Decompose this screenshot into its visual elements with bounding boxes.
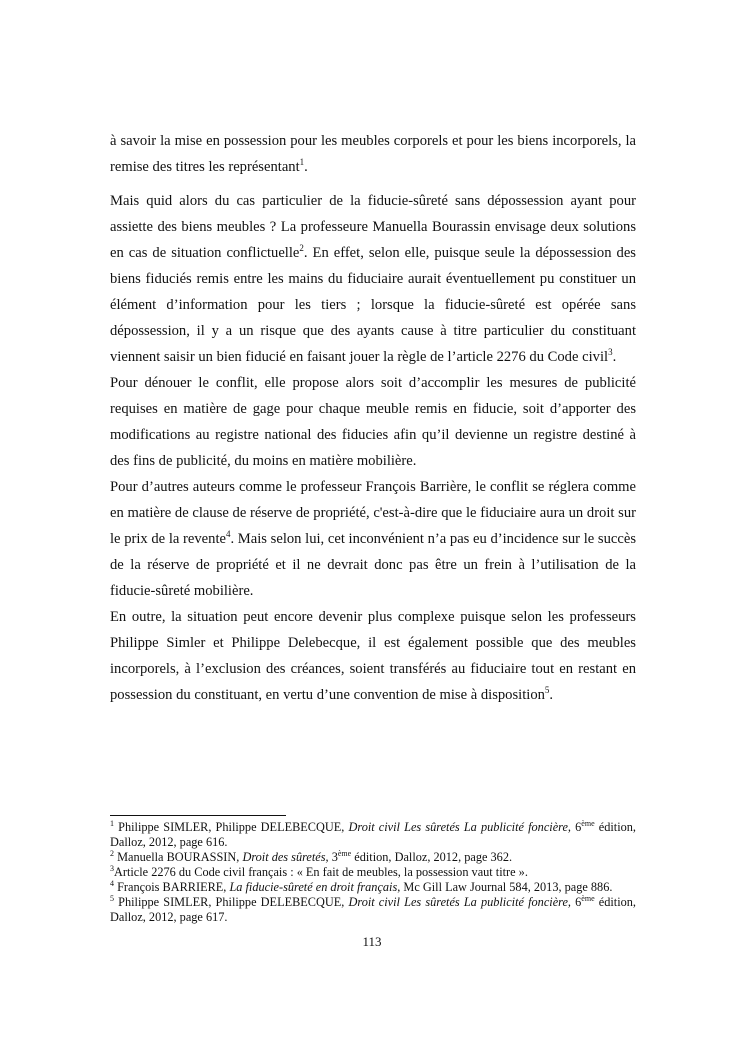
text-run: Manuella BOURASSIN, bbox=[114, 850, 243, 864]
footnote-ref: 2 bbox=[299, 243, 304, 254]
footnote bbox=[110, 865, 636, 880]
footnote-ref: 5 bbox=[544, 685, 550, 696]
text-run: 3 bbox=[328, 850, 338, 864]
paragraph bbox=[110, 474, 636, 604]
paragraph bbox=[110, 370, 636, 474]
footnote bbox=[110, 880, 636, 895]
text-run: à savoir la mise en possession pour les meubles corporels et pour les biens incorporels, la remise des titres les représentant bbox=[110, 133, 636, 175]
text-run: Pour dénouer le conflit, elle propose alors soit d’accomplir les mesures de publicité requises en matière de gage pour chaque meuble remis en fiducie, soit d’apporter des modifications au registre national des fiducies afin qu’il devienne un registre destiné à des fins de publicité, du moins en matière mobilière. bbox=[110, 375, 636, 469]
italic-title: Droit civil Les sûretés La publicité foncière, bbox=[348, 820, 572, 834]
text-run: édition, Dalloz, 2012, page 616. bbox=[110, 820, 636, 849]
footnote-number: 2 bbox=[110, 848, 114, 858]
italic-title: Droit civil Les sûretés La publicité foncière, bbox=[348, 895, 572, 909]
text-run: . bbox=[612, 349, 617, 365]
text-run: 6 bbox=[571, 820, 582, 834]
paragraph bbox=[110, 188, 636, 370]
text-run: édition, Dalloz, 2012, page 617. bbox=[110, 895, 636, 924]
text-run: . Mais selon lui, cet inconvénient n’a pas eu d’incidence sur le succès de la réserve de propriété et il ne devrait donc pas être un frein à l’utilisation de la fiducie-sûreté mobilière. bbox=[110, 531, 637, 599]
page-number: 113 bbox=[362, 934, 382, 949]
text-run: édition, Dalloz, 2012, page 362. bbox=[351, 850, 513, 864]
footnote bbox=[110, 820, 636, 850]
italic-title: Droit des sûretés, bbox=[242, 850, 329, 864]
text-run: . bbox=[549, 687, 554, 703]
paragraph bbox=[110, 128, 636, 180]
ordinal-suffix: ème bbox=[337, 848, 352, 858]
footnote-ref: 1 bbox=[299, 157, 305, 168]
footnote bbox=[110, 895, 636, 925]
body-text bbox=[110, 128, 636, 708]
footnotes bbox=[110, 820, 636, 925]
footnote-ref: 4 bbox=[225, 529, 231, 540]
italic-title: La fiducie-sûreté en droit français bbox=[229, 880, 398, 894]
footnote-number: 3 bbox=[110, 863, 114, 873]
footnote-separator bbox=[110, 815, 286, 816]
text-run: Philippe SIMLER, Philippe DELEBECQUE, bbox=[114, 820, 349, 834]
ordinal-suffix: ème bbox=[581, 893, 595, 903]
text-run: Article 2276 du Code civil français : « En fait de meubles, la possession vaut titre ». bbox=[114, 865, 528, 879]
ordinal-suffix: ème bbox=[581, 818, 595, 828]
text-run: 6 bbox=[571, 895, 582, 909]
footnote-number: 1 bbox=[110, 818, 114, 828]
text-run: . bbox=[304, 159, 308, 175]
text-run: Mais quid alors du cas particulier de la fiducie-sûreté sans dépossession ayant pour assiette des biens meubles ? La professeure Manuella Bourassin envisage deux solutions en cas de situation conflictuelle bbox=[110, 193, 636, 261]
footnote bbox=[110, 850, 636, 865]
text-run: Philippe SIMLER, Philippe DELEBECQUE, bbox=[114, 895, 349, 909]
footnote-number: 4 bbox=[110, 878, 114, 888]
text-run: . En effet, selon elle, puisque seule la dépossession des biens fiduciés remis entre les mains du fiduciaire aurait éventuellement pu constituer un élément d’information pour les tiers ; lorsque la fiducie-sûreté est opérée sans dépossession, il y a un risque que des ayants cause à titre particulier du constituant viennent saisir un bien fiducié en faisant jouer la règle de l’article 2276 du Code civil bbox=[110, 245, 636, 365]
text-run: François BARRIERE, bbox=[114, 880, 230, 894]
text-run: Pour d’autres auteurs comme le professeur François Barrière, le conflit se réglera comme en matière de clause de réserve de propriété, c'est-à-dire que le fiduciaire aura un droit sur le prix de la revente bbox=[110, 479, 636, 547]
text-run: En outre, la situation peut encore devenir plus complexe puisque selon les professeurs Philippe Simler et Philippe Delebecque, il est également possible que des meubles incorporels, à l’exclusion des créances, soient transférés au fiduciaire tout en restant en possession du constituant, en vertu d’une convention de mise à disposition bbox=[110, 609, 636, 703]
paragraph bbox=[110, 604, 636, 708]
footnote-number: 5 bbox=[110, 893, 114, 903]
text-run: , Mc Gill Law Journal 584, 2013, page 886. bbox=[397, 880, 613, 894]
footnote-ref: 3 bbox=[608, 347, 613, 358]
